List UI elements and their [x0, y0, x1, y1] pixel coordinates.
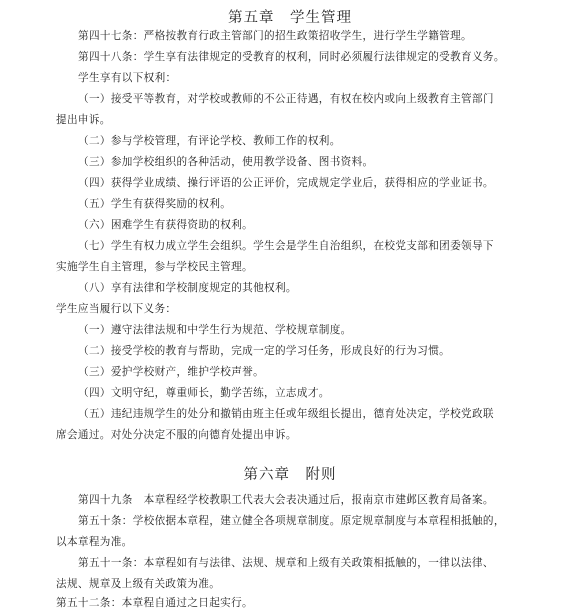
article-47: 第四十七条：严格按教育行政主管部门的招生政策招收学生，进行学生学籍管理。 [78, 30, 472, 42]
duty-3: （三）爱护学校财产，维护学校声誉。 [78, 366, 265, 378]
right-8: （八）享有法律和学校制度规定的其他权利。 [78, 282, 297, 294]
article-51-continued: 法规、规章及上级有关政策为准。 [56, 578, 221, 590]
article-50: 第五十条：学校依据本章程，建立健全各项规章制度。原定规章制度与本章程相抵触的， [78, 515, 505, 527]
article-49: 第四十九条 本章程经学校教职工代表大会表决通过后，报南京市建邺区教育局备案。 [78, 494, 494, 506]
chapter-5-title: 第五章 学生管理 [228, 10, 352, 26]
right-4: （四）获得学业成绩、操行评语的公正评价，完成规定学业后，获得相应的学业证书。 [78, 177, 494, 189]
duty-4: （四）文明守纪，尊重师长，勤学苦练，立志成才。 [78, 387, 330, 399]
right-7-continued: 实施学生自主管理，参与学校民主管理。 [56, 261, 253, 273]
article-50-continued: 以本章程为准。 [56, 536, 133, 548]
duty-5-continued: 席会通过。对处分决定不服的向德育处提出申诉。 [56, 429, 297, 441]
duty-5: （五）违纪违规学生的处分和撤销由班主任或年级组长提出，德育处决定，学校党政联 [78, 408, 494, 420]
right-7: （七）学生有权力成立学生会组织。学生会是学生自治组织，在校党支部和团委领导下 [78, 240, 494, 252]
right-5: （五）学生有获得奖励的权利。 [78, 198, 232, 210]
right-6: （六）困难学生有获得资助的权利。 [78, 219, 254, 231]
right-1-continued: 提出申诉。 [56, 114, 111, 126]
right-3: （三）参加学校组织的各种活动，使用教学设备、图书资料。 [78, 156, 374, 168]
chapter-6-title: 第六章 附则 [243, 467, 337, 483]
duty-1: （一）遵守法律法规和中学生行为规范、学校规章制度。 [78, 324, 352, 336]
student-rights-heading: 学生享有以下权利： [78, 72, 177, 84]
article-51: 第五十一条：本章程如有与法律、法规、规章和上级有关政策相抵触的，一律以法律、 [78, 557, 494, 569]
right-2: （二）参与学校管理，有评论学校、教师工作的权利。 [78, 135, 341, 147]
duty-2: （二）接受学校的教育与帮助，完成一定的学习任务，形成良好的行为习惯。 [78, 345, 451, 357]
student-duties-heading: 学生应当履行以下义务： [56, 303, 177, 315]
article-52: 第五十二条：本章程自通过之日起实行。 [56, 597, 253, 609]
right-1: （一）接受平等教育，对学校或教师的不公正待遇，有权在校内或向上级教育主管部门 [78, 93, 494, 105]
article-48: 第四十八条：学生享有法律规定的受教育的权利，同时必须履行法律规定的受教育义务。 [78, 51, 505, 63]
